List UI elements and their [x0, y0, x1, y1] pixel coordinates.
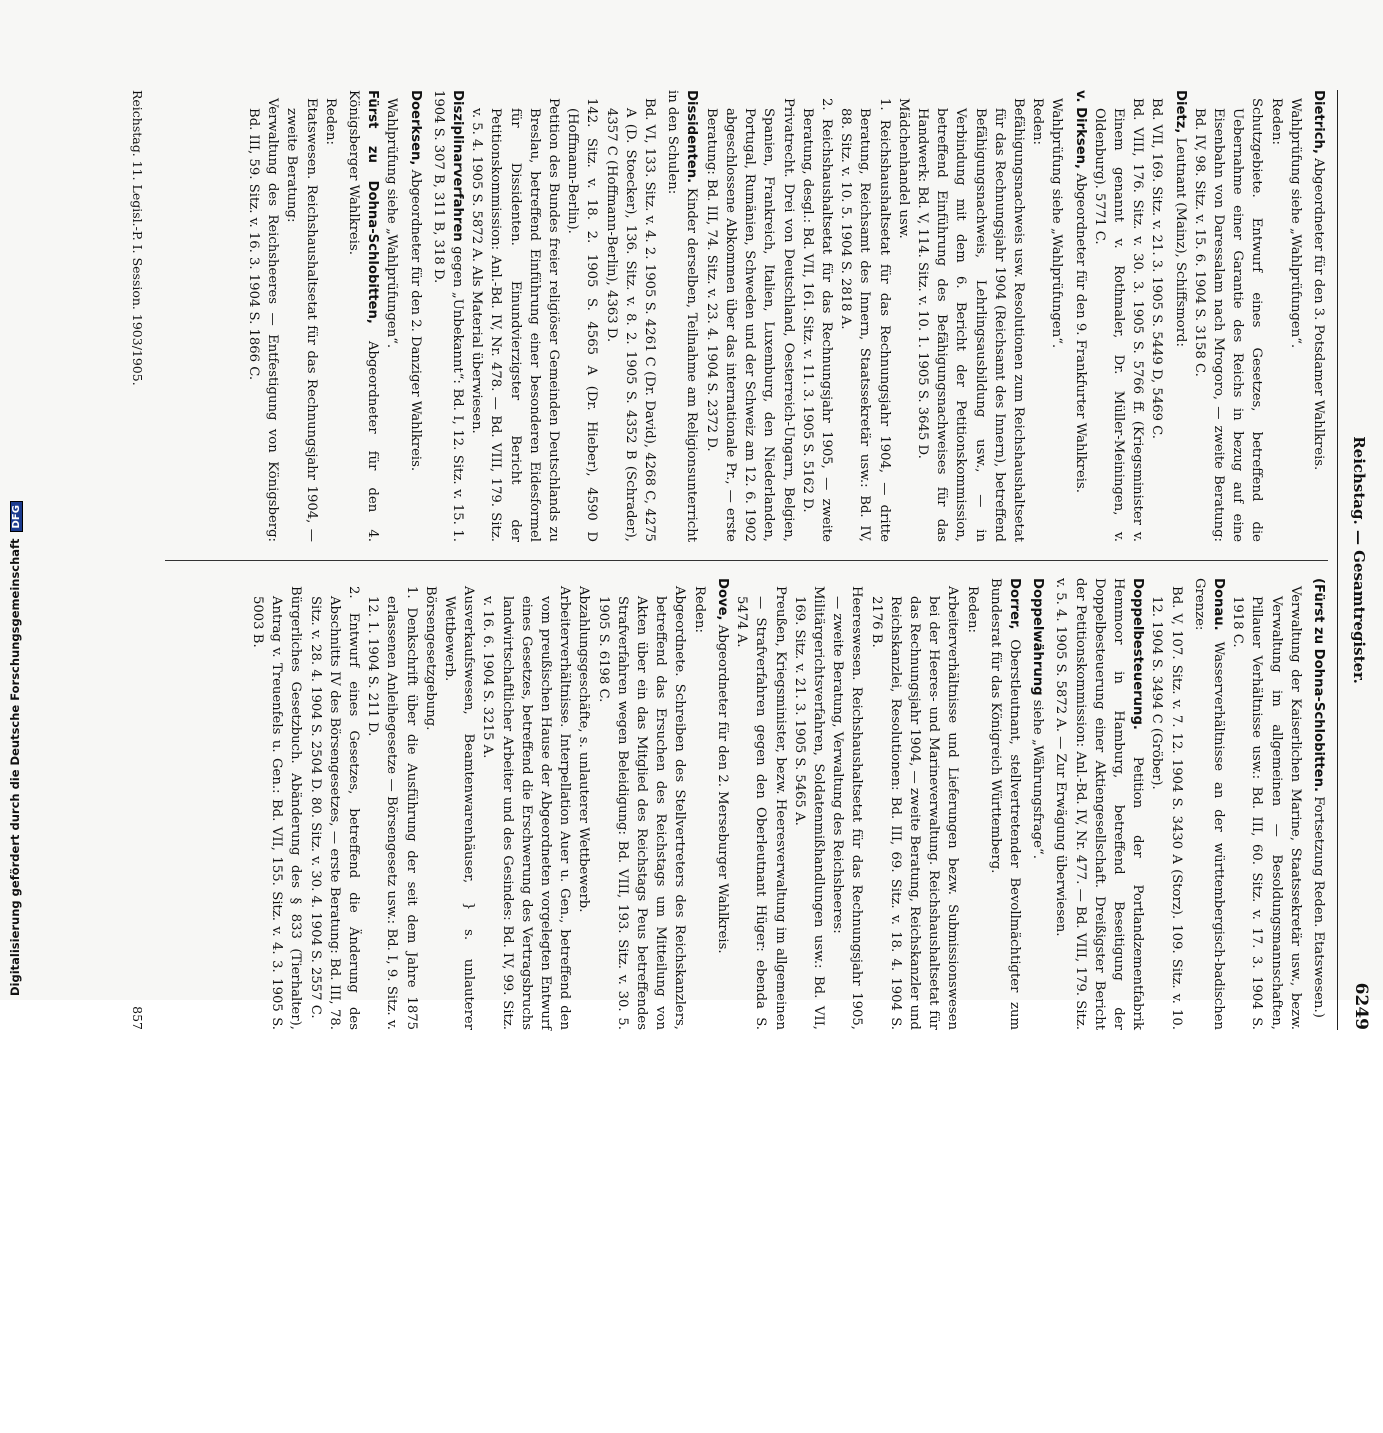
entry-subline: Reden: — [1268, 98, 1284, 145]
register-entry — [986, 578, 1024, 1030]
credit-text: Digitalisierung gefördert durch die Deutsche Forschungsgemeinschaft — [8, 538, 22, 996]
dfg-logo: DFG — [10, 501, 23, 532]
entry-subline: Abgeordnete. Schreiben des Stellvertreters des Reichskanzlers, betreffend das Ersuchen des Reichstags um Mitteilung von Akten über ein das Mitglied des Reichstags Peus betreffendes Strafverfahren wegen Beleidigung: Bd. VIII, 193. Sitz. v. 30. 5. 1905 S. 6198 C. — [595, 586, 688, 1030]
register-entry — [1170, 90, 1189, 542]
entry-text: Abgeordneter für den 2. Danziger Wahlkreis. — [407, 169, 423, 472]
entry-subline: Abzahlungsgeschäfte, s. unlauterer Wettbewerb. — [576, 586, 592, 913]
register-entry — [1051, 578, 1147, 1030]
entry-text: Wasserverhältnisse an der württembergisch-badischen Grenze: — [1191, 578, 1226, 1030]
entry-subline: 2. Reichshaushaltsetat für das Rechnungsjahr 1905, — zweite Beratung, desgl.: Bd. VII, 161. Sitz. v. 11. 3. 1905 S. 5162 D. — [799, 98, 834, 542]
entry-heading: Dietz, — [1172, 90, 1188, 134]
entry-heading: Doerksen, — [407, 90, 423, 166]
entry-subline: Reden: — [322, 98, 338, 145]
entry-text: Oberstleutnant, stellvertretender Bevollmächtigter zum Bundesrat für das Königreich Württemberg. — [987, 578, 1022, 1030]
entry-subline: Reden: — [1030, 98, 1046, 145]
entry-subline: Heereswesen. Reichshaushaltsetat für das Rechnungsjahr 1905, — zweite Beratung, Verwaltung des Reichsheeres: — [830, 586, 865, 1030]
register-entry — [1190, 578, 1228, 1030]
entry-heading: v. Dirksen, — [1072, 90, 1088, 170]
entry-subline: Arbeiterverhältnisse. Interpellation Auer u. Gen., betreffend den vom preußischen Hause der Abgeordneten vorgelegten Entwurf eines Gesetzes, betreffend die Erschwerung des Vertragsbruchs landwirtschaftlicher Arbeiter und des Gesindes: Bd. IV, 99. Sitz. v. 16. 6. 1904 S. 3215 A. — [480, 586, 573, 1030]
entry-subline: Börsengesetzgebung. — [422, 586, 438, 731]
column-divider — [165, 560, 1328, 561]
register-entry — [344, 90, 382, 542]
entry-text: Abgeordneter für den 4. Königsberger Wahlkreis. — [346, 90, 381, 542]
header-rule — [1337, 90, 1338, 1030]
page-footer — [125, 90, 147, 1030]
entry-subline: Arbeiterverhältnisse und Lieferungen bezw. Submissionswesen bei der Heeres- und Marineverwaltung. Reichshaushaltsetat für das Rechnungsjahr 1904, — zweite Beratung, Reichskanzler und Reichskanzlei, Resolutionen: Bd. III, 69. Sitz. v. 18. 4. 1904 S. 2176 B. — [868, 586, 961, 1030]
entry-subline: Preußen, Kriegsminister, bezw. Heeresverwaltung im allgemeinen — Strafverfahren gegen den Oberleutnant Hüger: ebenda S. 5474 A. — [734, 586, 788, 1030]
right-column — [248, 578, 1328, 1030]
entry-subline: 142. Sitz. v. 18. 2. 1905 S. 4565 A (Dr. Hieber), 4590 D (Hoffmann-Berlin). — [565, 98, 600, 542]
entry-heading: (Fürst zu Dohna-Schlobitten. — [1311, 578, 1326, 793]
running-head-title: Reichstag. — Gesamtregister. — [1350, 436, 1368, 684]
entry-heading: Disziplinarverfahren — [450, 90, 466, 242]
entry-subline: Reden: — [964, 586, 980, 633]
entry-heading: Donau. — [1210, 578, 1226, 631]
entry-subline: Etatswesen. Reichshaushaltsetat für das Rechnungsjahr 1904, — zweite Beratung: — [284, 98, 319, 542]
entry-subline: Verwaltung des Reichsheeres — Entfestigung von Königsberg: Bd. III, 59. Sitz. v. 16. 3. 1904 S. 1866 C. — [246, 98, 281, 542]
entry-heading: Dove, — [714, 578, 730, 621]
entry-subline: Wahlprüfung siehe „Wahlprüfungen“. — [384, 98, 400, 349]
entry-text: Abgeordneter für den 3. Potsdamer Wahlkreis. — [1311, 158, 1326, 471]
entry-subline: 1. Reichshaushaltsetat für das Rechnungsjahr 1904, — dritte Beratung, Reichsamt des Innern, Staatssekretär usw.: Bd. IV, 88. Sitz. v. 10. 5. 1904 S. 2818 A. — [838, 98, 892, 542]
entry-subline: Verwaltung der Kaiserlichen Marine, Staatssekretär usw., bezw. Verwaltung im allgemeinen — Besoldungsmannschaften, Pillauer Verhältnisse usw.: Bd. III, 60. Sitz. v. 17. 3. 1904 S. 1918 C. — [1230, 586, 1303, 1030]
entry-subline: Bd. VIII, 176. Sitz. v. 30. 3. 1905 S. 5766 ff. (Kriegsminister v. Einem genannt v. Rothmaler, Dr. Müller-Meiningen, v. Oldenburg). 5771 C. — [1091, 98, 1146, 542]
entry-subline: Schutzgebiete. Entwurf eines Gesetzes, betreffend die Uebernahme einer Garantie des Reichs in bezug auf eine Eisenbahn von Daressalam nach Mrogoro, — zweite Beratung: Bd. IV, 98. Sitz. v. 15. 6. 1904 S. 3158 C. — [1191, 98, 1265, 542]
entry-subline: Petition des Bundes freier religiöser Gemeinden Deutschlands zu Breslau, betreffend Einführung einer besonderen Eidesformel für Dissidenten. Einundvierzigster Bericht der Petitionskommission: Anl.-Bd. IV, Nr. 478. — Bd. VIII, 179. Sitz. v. 5. 4. 1905 S. 5872 A. Als Material überwiesen. — [469, 98, 562, 542]
entry-heading: Dietrich, — [1311, 90, 1326, 154]
entry-subline: Wahlprüfung siehe „Wahlprüfungen“. — [1049, 98, 1065, 349]
entry-text: Abgeordneter für den 2. Merseburger Wahlkreis. — [714, 624, 730, 954]
entry-heading: Dorrer, — [1006, 578, 1022, 630]
entry-subline: Mädchenhandel usw. — [895, 98, 911, 239]
register-entry — [713, 578, 732, 1030]
entry-subline: Militärgerichtsverfahren, Soldatenmißhandlungen usw.: Bd. VII, 169. Sitz. v. 21. 3. 1905 S. 5465 A. — [791, 586, 826, 1030]
register-page — [50, 50, 1371, 1433]
register-entry — [663, 90, 701, 542]
entry-text: Leutnant (Mainz), Schiffsmord: — [1172, 137, 1188, 347]
entry-heading: Fürst zu Dohna-Schlobitten, — [365, 90, 381, 324]
entry-subline: Privatrecht. Drei von Deutschland, Oesterreich-Ungarn, Belgien, Spanien, Frankreich, Italien, Luxemburg, den Niederlanden, Portugal, Rumänien, Schweden und der Schweiz am 12. 6. 1902 abgeschlossene Abkommen über das internationale Pr., — erste Beratung: Bd. III, 74. Sitz. v. 23. 4. 1904 S. 2372 D. — [703, 98, 796, 542]
left-column — [244, 90, 1328, 542]
entry-subline: Ausverkaufswesen, Beamtenwarenhäuser, } s. unlauterer Wettbewerb. — [442, 586, 477, 1030]
register-entry — [1309, 578, 1328, 1030]
register-entry — [1309, 90, 1328, 542]
register-entry — [1028, 578, 1047, 1030]
entry-subline: Bd. VI, 133. Sitz. v. 4. 2. 1905 S. 4261 C (Dr. David), 4268 C, 4275 A (D. Stoecker), 136. Sitz. v. 8. 2. 1905 S. 4352 B (Schrader), 4357 C (Hoffmann-Berlin), 4363 D. — [603, 98, 658, 542]
entry-heading: Doppelbesteuerung. — [1130, 578, 1146, 730]
register-entry — [429, 90, 467, 542]
entry-subline: Bürgerliches Gesetzbuch. Abänderung des § 833 (Tierhalter), Antrag v. Treuenfels u. Gen.: Bd. VII, 155. Sitz. v. 4. 3. 1905 S. 5003 B. — [250, 586, 304, 1030]
entry-heading: Dissidenten. — [684, 90, 700, 184]
entry-text: Abgeordneter für den 9. Frankfurter Wahlkreis. — [1072, 173, 1088, 493]
register-entry — [405, 90, 424, 542]
page-number: 6249 — [1351, 982, 1371, 1030]
register-entry — [1070, 90, 1089, 542]
entry-subline: 2. Entwurf eines Gesetzes, betreffend die Änderung des Abschnitts IV des Börsengesetzes, — erste Beratung: Bd. III, 78. Sitz. v. 28. 4. 1904 S. 2504 D. 80. Sitz. v. 30. 4. 1904 S. 2557 C. — [307, 586, 362, 1030]
digitization-credit — [6, 0, 22, 1000]
entry-subline: Reden: — [691, 586, 707, 633]
entry-text: gegen „Unbekannt“: Bd. I, 12. Sitz. v. 15. 1. 1904 S. 307 B, 311 B, 318 D. — [430, 90, 466, 542]
entry-subline: Wahlprüfung siehe „Wahlprüfungen“. — [1287, 98, 1303, 349]
entry-text: Fortsetzung Reden. Etatswesen.) — [1311, 796, 1326, 1018]
running-head — [1346, 90, 1370, 1030]
entry-subline: 1. Denkschrift über die Ausführung der seit dem Jahre 1875 erlassenen Anleihegesetze — Börsengesetz usw.: Bd. I, 9. Sitz. v. 12. 1. 1904 S. 211 D. — [365, 586, 419, 1030]
footer-folio: 857 — [130, 1006, 145, 1030]
entry-subline: Bd. VII, 169. Sitz. v. 21. 3. 1905 S. 5449 D, 5469 C. — [1149, 98, 1165, 439]
entry-subline: Bd. V, 107. Sitz. v. 7. 12. 1904 S. 3430 A (Storz). 109. Sitz. v. 10. 12. 1904 S. 3494 C (Gröber). — [1149, 586, 1184, 1030]
entry-subline: Befähigungsnachweis usw. Resolutionen zum Reichshaushaltsetat für das Rechnungsjahr 1904 (Reichsamt des Innern), betreffend Befähigungsnachweis, Lehrlingsausbildung usw., — in Verbindung mit dem 6. Bericht der Petitionskommission, betreffend Einführung des Befähigungsnachweises für das Handwerk: Bd. V, 114. Sitz. v. 10. 1. 1905 S. 3645 D. — [914, 98, 1026, 542]
entry-text: siehe „Währungsfrage“. — [1030, 699, 1046, 859]
entry-heading: Doppelwährung — [1030, 578, 1046, 696]
entry-text: Petition der Portlandzementfabrik Hemmoor in Hamburg, betreffend Beseitigung der Doppelbesteuerung einer Aktiengesellschaft. Dreißigster Bericht der Petitionskommission: Anl.-Bd. IV, Nr. 477. — Bd. VIII, 179. Sitz. v. 5. 4. 1905 S. 5872 A. — Zur Erwägung überwiesen. — [1053, 578, 1146, 1030]
register-page-content — [125, 90, 1370, 1030]
footer-session-info: Reichstag. 11. Legisl.-P. I. Session. 1903/1905. — [130, 90, 145, 386]
entry-text: Kinder derselben, Teilnahme am Religionsunterricht in den Schulen: — [665, 90, 700, 543]
